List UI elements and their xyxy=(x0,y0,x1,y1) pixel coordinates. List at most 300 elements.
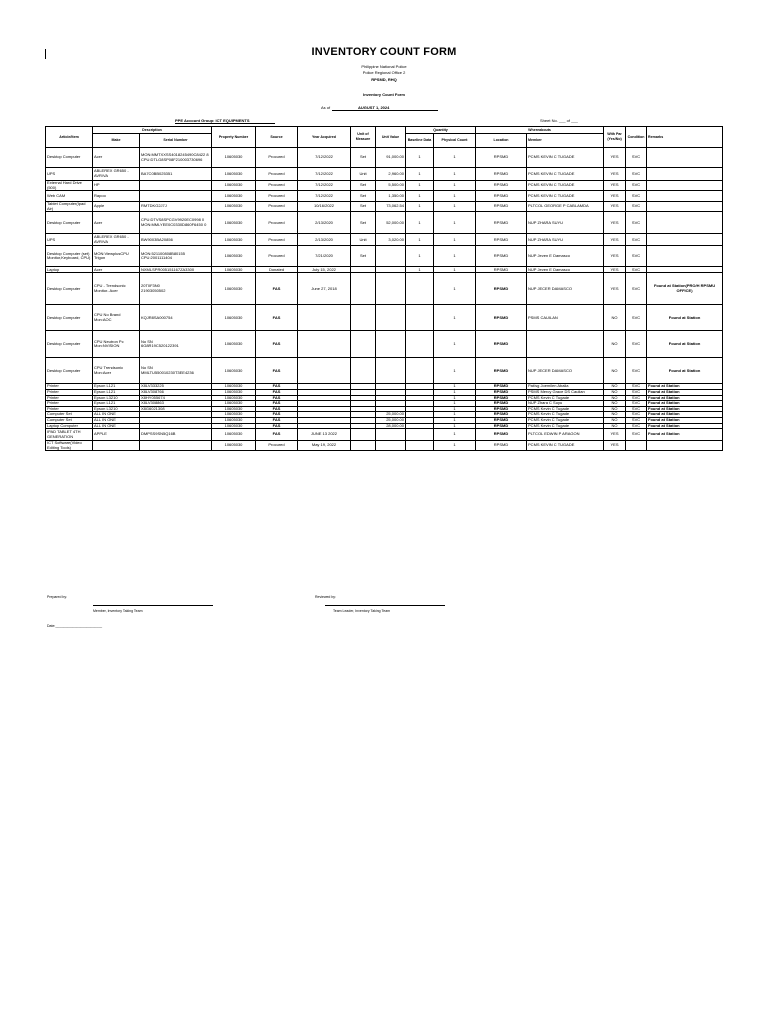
row-article: Desktop Computer xyxy=(46,148,93,168)
header-unit-value: Unit Value xyxy=(376,127,406,148)
row-article: Computer Set xyxy=(46,412,93,418)
row-unit: Set xyxy=(351,202,376,212)
row-source: Procured xyxy=(256,441,298,451)
row-article: Laptop xyxy=(46,267,93,273)
row-member: PCMS Kevin C Tugade xyxy=(527,395,604,401)
row-make: ALL IN ONE xyxy=(93,423,140,429)
as-of-underline xyxy=(332,110,438,111)
row-qty-baseline xyxy=(406,305,434,331)
reviewed-by-signature-line xyxy=(325,605,445,606)
row-make: Acer xyxy=(93,212,140,234)
row-make: MON:ViewplusCPU Trigon xyxy=(93,246,140,267)
row-location: RPSMD xyxy=(476,234,527,246)
row-article: Desktop Computer xyxy=(46,273,93,305)
row-source: Procured xyxy=(256,181,298,191)
row-article: Tablet Computer(Ipad Air) xyxy=(46,202,93,212)
row-remarks xyxy=(647,148,723,168)
row-article: Printer xyxy=(46,406,93,412)
header-description: Description xyxy=(93,127,212,134)
row-member: PCMS Kevin C Tugade xyxy=(527,406,604,412)
row-qty-baseline: 1 xyxy=(406,191,434,202)
row-source: Donated xyxy=(256,267,298,273)
row-source: FAS xyxy=(256,273,298,305)
header-whereabouts: Whereabouts xyxy=(476,127,604,134)
header-qty-baseline: Baseline Data xyxy=(406,134,434,148)
leader-label: Team Leader, Inventory Taking Team xyxy=(333,609,391,613)
row-qty-physical: 1 xyxy=(434,305,476,331)
row-property-number: 10605030 xyxy=(212,246,256,267)
row-condition: SVC xyxy=(626,406,647,412)
row-year-acquired xyxy=(298,305,351,331)
row-property-number: 10605030 xyxy=(212,202,256,212)
ppe-account-group: PPE Account Group: ICT EQUIPMENTS xyxy=(175,118,250,123)
row-unit xyxy=(351,429,376,441)
reviewed-by-label: Reviewed by: xyxy=(315,595,337,599)
row-unit: Unit xyxy=(351,168,376,181)
row-make: Epson L3210 xyxy=(93,406,140,412)
row-member: NUP Jeven E Damasco xyxy=(527,246,604,267)
row-year-acquired: JUNE 13 2022 xyxy=(298,429,351,441)
row-with-par: NO xyxy=(604,358,626,384)
row-serial: KQJR8SA000754 xyxy=(140,305,212,331)
row-property-number: 10605030 xyxy=(212,384,256,390)
row-property-number: 10605030 xyxy=(212,406,256,412)
row-location: RPSMD xyxy=(476,384,527,390)
row-year-acquired: 2/13/2020 xyxy=(298,234,351,246)
row-qty-physical: 1 xyxy=(434,168,476,181)
row-make: APPLE xyxy=(93,429,140,441)
row-member: PCMS KEVIN C TUGADE xyxy=(527,168,604,181)
row-year-acquired: 7/12/2022 xyxy=(298,191,351,202)
row-article: UPS xyxy=(46,234,93,246)
table-row xyxy=(46,148,723,168)
row-make: Acer xyxy=(93,148,140,168)
row-member: PCMS Kevin C Tugade xyxy=(527,417,604,423)
row-article: Computer Set xyxy=(46,417,93,423)
row-article: Desktop Computer xyxy=(46,331,93,358)
prepared-by-signature-line xyxy=(93,605,213,606)
row-location: RPSMD xyxy=(476,389,527,395)
row-article: Printer xyxy=(46,389,93,395)
row-qty-physical: 1 xyxy=(434,273,476,305)
row-make: Epson L3210 xyxy=(93,395,140,401)
row-unit-value xyxy=(376,358,406,384)
row-year-acquired: 2/13/2020 xyxy=(298,212,351,234)
row-with-par: NO xyxy=(604,423,626,429)
row-serial: No SN 6G8R19C520122391 xyxy=(140,331,212,358)
row-member: NUP ZHARA SUYU xyxy=(527,234,604,246)
row-member: NUP Jeven E Damasco xyxy=(527,267,604,273)
row-property-number: 10605030 xyxy=(212,267,256,273)
row-property-number: 10605030 xyxy=(212,417,256,423)
row-serial: CPU:DTVS8SPCGV9920EC0998 0 MON:MMLYEE0C0330D860F6450 0 xyxy=(140,212,212,234)
row-unit-value: 91,000.00 xyxy=(376,148,406,168)
row-unit: Set xyxy=(351,181,376,191)
row-make: Epson L121 xyxy=(93,384,140,390)
row-year-acquired xyxy=(298,358,351,384)
table-row xyxy=(46,234,723,246)
row-article: Desktop Computer xyxy=(46,305,93,331)
row-serial: BW9003BA20856 xyxy=(140,234,212,246)
row-article: Printer xyxy=(46,401,93,407)
row-member: PCMS KEVIN C TUGADE xyxy=(527,441,604,451)
row-property-number: 10605030 xyxy=(212,191,256,202)
row-location: RPSMD xyxy=(476,168,527,181)
row-member: PCMS Kevin C Tugade xyxy=(527,412,604,418)
row-make: HP xyxy=(93,181,140,191)
row-remarks: Found at Station xyxy=(647,331,723,358)
row-location: RPSMD xyxy=(476,273,527,305)
row-serial: X8LV333225 xyxy=(140,384,212,390)
row-condition: SVC xyxy=(626,267,647,273)
row-member: PCMS Kevin C Tugade xyxy=(527,423,604,429)
row-make: Epson L121 xyxy=(93,401,140,407)
row-qty-physical: 1 xyxy=(434,246,476,267)
row-unit xyxy=(351,305,376,331)
row-qty-physical: 1 xyxy=(434,441,476,451)
row-remarks: Found at Station xyxy=(647,429,723,441)
row-remarks xyxy=(647,212,723,234)
row-remarks: Found at Station xyxy=(647,412,723,418)
row-with-par: YES xyxy=(604,148,626,168)
row-source: Procured xyxy=(256,234,298,246)
form-title: INVENTORY COUNT FORM xyxy=(311,46,457,58)
row-location: RPSMD xyxy=(476,148,527,168)
row-source: Procured xyxy=(256,212,298,234)
row-qty-physical: 1 xyxy=(434,406,476,412)
row-article: Web CAM xyxy=(46,191,93,202)
row-remarks: Found at Station xyxy=(647,401,723,407)
row-qty-physical: 1 xyxy=(434,412,476,418)
row-qty-physical: 1 xyxy=(434,358,476,384)
row-condition: SVC xyxy=(626,423,647,429)
row-source: Procured xyxy=(256,202,298,212)
row-qty-baseline xyxy=(406,273,434,305)
row-with-par: YES xyxy=(604,168,626,181)
row-location: RPSMD xyxy=(476,429,527,441)
row-property-number: 10605030 xyxy=(212,168,256,181)
row-qty-physical: 1 xyxy=(434,395,476,401)
row-property-number: 10605030 xyxy=(212,389,256,395)
row-with-par: YES xyxy=(604,273,626,305)
row-qty-baseline: 1 xyxy=(406,202,434,212)
row-qty-physical: 1 xyxy=(434,148,476,168)
row-condition: SVC xyxy=(626,273,647,305)
header-condition: Condition xyxy=(626,127,647,148)
row-serial: X8LV308863 xyxy=(140,401,212,407)
row-make: ABLEREX GR650 - AVR/VA xyxy=(93,234,140,246)
row-condition xyxy=(626,441,647,451)
row-year-acquired: July 15, 2022 xyxy=(298,267,351,273)
row-condition: SVC xyxy=(626,412,647,418)
org-line-3: RPSMD, RHQ xyxy=(371,77,397,82)
org-line-1: Philippine National Police xyxy=(361,64,407,69)
table-row xyxy=(46,246,723,267)
row-location: RPSMD xyxy=(476,181,527,191)
row-article: Printer xyxy=(46,395,93,401)
row-with-par: YES xyxy=(604,234,626,246)
row-year-acquired: June 27, 2018 xyxy=(298,273,351,305)
row-with-par: YES xyxy=(604,441,626,451)
row-location: RPSMD xyxy=(476,358,527,384)
org-line-2: Police Regional Office 2 xyxy=(362,70,406,75)
ppe-underline xyxy=(175,123,275,124)
row-member: NUP JECER DAMASCO xyxy=(527,358,604,384)
table-row xyxy=(46,305,723,331)
row-property-number: 10605030 xyxy=(212,212,256,234)
row-source: FAS xyxy=(256,429,298,441)
as-of-date: AUGUST 1, 2024 xyxy=(358,105,390,110)
row-condition: SVC xyxy=(626,202,647,212)
row-serial: No SN MMLTU550010230T3EE4236 xyxy=(140,358,212,384)
row-member: PSMS Mercy Grace DS Caulian xyxy=(527,389,604,395)
row-source: FAS xyxy=(256,389,298,395)
row-unit: Unit xyxy=(351,234,376,246)
row-condition: SVC xyxy=(626,331,647,358)
row-unit: Set xyxy=(351,212,376,234)
row-property-number: 10605030 xyxy=(212,358,256,384)
row-remarks: Found at Station xyxy=(647,389,723,395)
row-member: PCMS KEVIN C TUGADE xyxy=(527,191,604,202)
row-unit-value: 25,000.00 xyxy=(376,417,406,423)
row-serial: MON:521100808B80155 CPU:2001111404 xyxy=(140,246,212,267)
row-unit: Set xyxy=(351,246,376,267)
row-condition: SVC xyxy=(626,417,647,423)
row-remarks: Found at Station xyxy=(647,406,723,412)
row-article: Desktop Computer xyxy=(46,358,93,384)
row-with-par: NO xyxy=(604,389,626,395)
row-article: Desktop Computer (set) Monitor,Keyboard, CPU) xyxy=(46,246,93,267)
row-qty-baseline: 1 xyxy=(406,267,434,273)
header-with-par: With Par (Yes/No) xyxy=(604,127,626,148)
row-make: Acer xyxy=(93,267,140,273)
row-year-acquired: May 19, 2022 xyxy=(298,441,351,451)
row-serial: X8LV308766 xyxy=(140,389,212,395)
row-with-par: YES xyxy=(604,191,626,202)
row-condition: SVC xyxy=(626,148,647,168)
row-unit-value: 28,000.00 xyxy=(376,423,406,429)
table-row xyxy=(46,429,723,441)
row-condition: SVC xyxy=(626,181,647,191)
row-year-acquired: 7/12/2022 xyxy=(298,148,351,168)
row-source: FAS xyxy=(256,406,298,412)
row-make: CPU No Brand Mon:AOC xyxy=(93,305,140,331)
row-source: Procured xyxy=(256,191,298,202)
row-year-acquired: 7/12/2022 xyxy=(298,168,351,181)
row-serial: BA7C0BB025351 xyxy=(140,168,212,181)
row-member: PCMS KEVIN C TUGADE xyxy=(527,181,604,191)
row-make: ALL IN ONE xyxy=(93,417,140,423)
row-qty-baseline: 1 xyxy=(406,212,434,234)
row-with-par: NO xyxy=(604,417,626,423)
row-source: Procured xyxy=(256,246,298,267)
row-source: Procured xyxy=(256,168,298,181)
row-location: RPSMD xyxy=(476,331,527,358)
row-qty-physical: 1 xyxy=(434,417,476,423)
row-source: FAS xyxy=(256,305,298,331)
header-serial: Serial Number xyxy=(140,134,212,148)
header-year-acquired: Year Acquired xyxy=(298,127,351,148)
row-location: RPSMD xyxy=(476,417,527,423)
row-with-par: NO xyxy=(604,395,626,401)
row-location: RPSMD xyxy=(476,412,527,418)
row-source: Procured xyxy=(256,148,298,168)
prepared-by-label: Prepared by: xyxy=(47,595,68,599)
row-remarks xyxy=(647,234,723,246)
row-property-number: 10605030 xyxy=(212,441,256,451)
row-qty-physical: 1 xyxy=(434,267,476,273)
row-year-acquired: 7/12/2022 xyxy=(298,181,351,191)
row-source: FAS xyxy=(256,384,298,390)
row-source: FAS xyxy=(256,358,298,384)
row-source: FAS xyxy=(256,412,298,418)
header-source: Source xyxy=(256,127,298,148)
row-qty-physical: 1 xyxy=(434,423,476,429)
table-row xyxy=(46,168,723,181)
row-condition: SVC xyxy=(626,395,647,401)
row-location: RPSMD xyxy=(476,401,527,407)
row-with-par: NO xyxy=(604,305,626,331)
as-of-label: As of xyxy=(321,105,331,110)
row-unit-value: 52,000.00 xyxy=(376,212,406,234)
row-qty-physical: 1 xyxy=(434,429,476,441)
row-make: ALL IN ONE xyxy=(93,412,140,418)
row-condition: SVC xyxy=(626,401,647,407)
header-property-number: Property Number xyxy=(212,127,256,148)
row-unit-value: 73,062.54 xyxy=(376,202,406,212)
row-qty-physical: 1 xyxy=(434,202,476,212)
row-property-number: 10605030 xyxy=(212,181,256,191)
row-article: Laptop Computer xyxy=(46,423,93,429)
row-with-par: NO xyxy=(604,384,626,390)
row-location: RPSMD xyxy=(476,202,527,212)
row-location: RPSMD xyxy=(476,212,527,234)
row-make: CPU - Trendsonic Monitor- Acer xyxy=(93,273,140,305)
row-member: PCMS KEVIN C TUGADE xyxy=(527,148,604,168)
row-unit xyxy=(351,331,376,358)
row-property-number: 10605030 xyxy=(212,395,256,401)
row-remarks xyxy=(647,202,723,212)
row-with-par: YES xyxy=(604,246,626,267)
table-row xyxy=(46,273,723,305)
row-remarks xyxy=(647,181,723,191)
row-serial: RMTDKG2J7J xyxy=(140,202,212,212)
row-article: External Hard Drive (500) xyxy=(46,181,93,191)
row-qty-baseline xyxy=(406,441,434,451)
row-property-number: 10605030 xyxy=(212,273,256,305)
row-qty-physical: 1 xyxy=(434,191,476,202)
row-location: RPSMD xyxy=(476,305,527,331)
header-make: Make xyxy=(93,134,140,148)
table-row xyxy=(46,212,723,234)
row-article: Printer xyxy=(46,384,93,390)
row-unit xyxy=(351,358,376,384)
row-qty-baseline xyxy=(406,331,434,358)
row-make xyxy=(93,441,140,451)
row-qty-physical: 1 xyxy=(434,401,476,407)
row-location: RPSMD xyxy=(476,441,527,451)
table-row xyxy=(46,358,723,384)
row-with-par: YES xyxy=(604,212,626,234)
row-member: NUP JECER DAMASCO xyxy=(527,273,604,305)
row-property-number: 10605030 xyxy=(212,331,256,358)
row-source: FAS xyxy=(256,423,298,429)
row-unit-value: 3,020.00 xyxy=(376,234,406,246)
row-with-par: NO xyxy=(604,406,626,412)
row-remarks xyxy=(647,441,723,451)
row-remarks xyxy=(647,168,723,181)
row-article: IPAD TABLET 4TH GENERATION xyxy=(46,429,93,441)
row-make: Epson L121 xyxy=(93,389,140,395)
row-condition: SVC xyxy=(626,389,647,395)
row-condition: SVC xyxy=(626,305,647,331)
row-article: UPS xyxy=(46,168,93,181)
row-unit-value: 5,500.00 xyxy=(376,181,406,191)
row-qty-physical: 1 xyxy=(434,389,476,395)
row-location: RPSMD xyxy=(476,191,527,202)
header-qty-physical: Physical Count xyxy=(434,134,476,148)
row-unit-value: 2,960.00 xyxy=(376,168,406,181)
row-source: FAS xyxy=(256,331,298,358)
row-qty-physical: 1 xyxy=(434,212,476,234)
row-serial: X8G6021308 xyxy=(140,406,212,412)
row-make: CPU Trendsonic Mon:Acer xyxy=(93,358,140,384)
row-condition: SVC xyxy=(626,358,647,384)
row-location: RPSMD xyxy=(476,395,527,401)
row-remarks: Found at Station xyxy=(647,384,723,390)
row-source: FAS xyxy=(256,417,298,423)
row-serial: 20T0F3N0 21903050502 xyxy=(140,273,212,305)
row-qty-physical: 1 xyxy=(434,234,476,246)
table-row xyxy=(46,191,723,202)
row-serial: MON:MMTXXSS4018245490C8422 8 CPU:DTLG8SP08F210003730696 xyxy=(140,148,212,168)
row-serial xyxy=(140,181,212,191)
row-serial xyxy=(140,191,212,202)
row-condition: SVC xyxy=(626,168,647,181)
row-member xyxy=(527,331,604,358)
row-location: RPSMD xyxy=(476,267,527,273)
row-source: FAS xyxy=(256,401,298,407)
row-unit-value: 1,350.00 xyxy=(376,191,406,202)
row-unit-value xyxy=(376,441,406,451)
row-condition: SVC xyxy=(626,234,647,246)
row-remarks: Found at Station(PRO/H RPSMU OFFICE) xyxy=(647,273,723,305)
row-make: ABLEREX GR650 - AVR/VA xyxy=(93,168,140,181)
row-serial: X8HY055674 xyxy=(140,395,212,401)
row-article: ICT Software(Video Editing Tools) xyxy=(46,441,93,451)
row-unit xyxy=(351,273,376,305)
row-remarks xyxy=(647,191,723,202)
row-unit-value: 25,000.00 xyxy=(376,412,406,418)
row-location: RPSMD xyxy=(476,406,527,412)
sheet-number: Sheet No. ___ of ___ xyxy=(540,118,578,123)
row-make: Apple xyxy=(93,202,140,212)
row-remarks: Found at Station xyxy=(647,358,723,384)
row-remarks: Found at Station xyxy=(647,417,723,423)
row-qty-baseline xyxy=(406,429,434,441)
row-serial xyxy=(140,441,212,451)
member-label: Member, Inventory Taking Team xyxy=(93,609,143,613)
row-with-par: YES xyxy=(604,181,626,191)
row-qty-baseline: 1 xyxy=(406,148,434,168)
row-unit xyxy=(351,441,376,451)
table-row xyxy=(46,441,723,451)
row-remarks: Found at Station xyxy=(647,395,723,401)
row-remarks: Found at Station xyxy=(647,423,723,429)
row-serial: NXMLSPR005151167ZA3300 xyxy=(140,267,212,273)
row-property-number: 10605030 xyxy=(212,423,256,429)
table-row xyxy=(46,181,723,191)
